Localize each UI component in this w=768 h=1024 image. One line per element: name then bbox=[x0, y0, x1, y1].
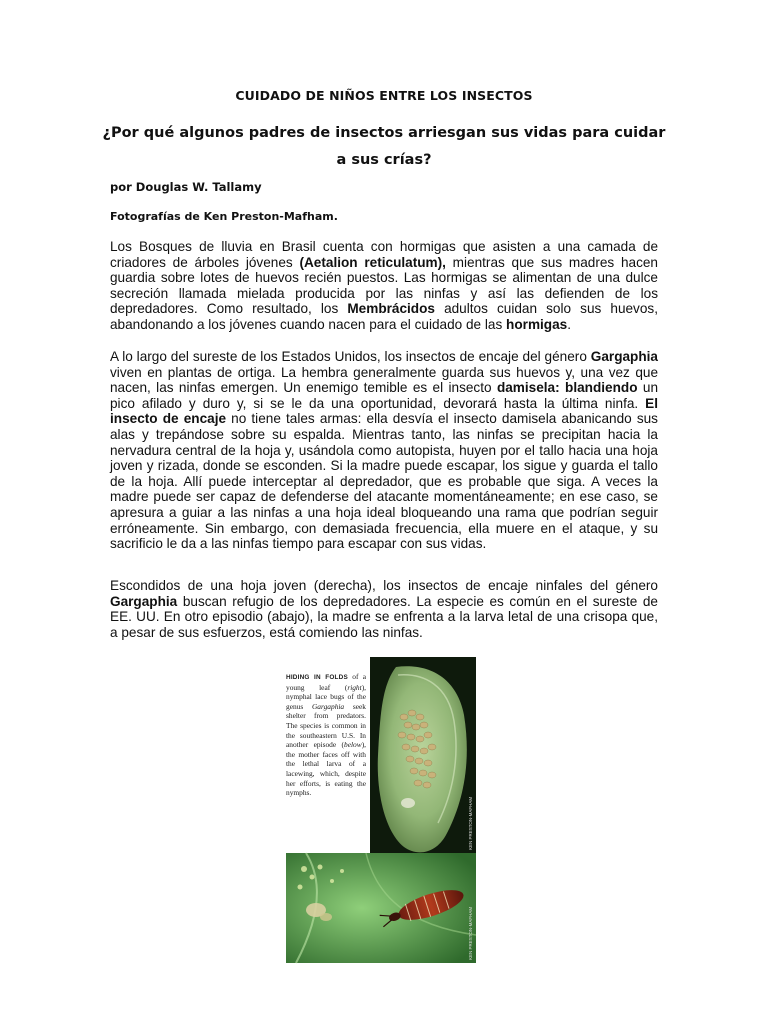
photo-credit-bottom: KEN PRESTON-MAFHAM bbox=[468, 906, 473, 960]
author-byline: por Douglas W. Tallamy bbox=[110, 180, 262, 194]
top-photo-leaf bbox=[370, 657, 476, 857]
document-title: CUIDADO DE NIÑOS ENTRE LOS INSECTOS bbox=[235, 88, 533, 103]
document-subtitle: ¿Por qué algunos padres de insectos arriesgan sus vidas para cuidar a sus crías? bbox=[102, 125, 666, 168]
text-span: Los Bosques bbox=[110, 239, 200, 254]
bold-term: Gargaphia bbox=[110, 593, 178, 609]
caption-text: of a young leaf ( bbox=[286, 672, 366, 692]
bottom-photo-larva bbox=[286, 853, 476, 963]
bold-term: damisela: blandiendo bbox=[496, 380, 638, 396]
caption-text: ), the mother faces off with the lethal larva of a lacewing, which, despite her efforts, is eating the nymphs. bbox=[286, 740, 366, 798]
text-span: buscan refugio de los depredadores. La especie es común en el sureste de EE. UU. En otro episodio (abajo), la madre se enfrenta a la larva letal de una crisopa que, a pesar de sus esfuerzos, está comiendo las ninfas. bbox=[110, 593, 658, 640]
photo-credit-top: KEN PRESTON-MAFHAM bbox=[468, 796, 473, 850]
bold-term: El insecto de encaje bbox=[110, 395, 658, 427]
text-span: no tiene tales armas: ella desvía el insecto damisela abanicando sus alas y trepándose sobre su espalda. Mientras tanto, las ninfas se precipitan hacia la nervadura central de la hoja y, usándola como autopista, huyen por el tallo hacia una hoja joven y rizada, donde se esconden. Si la madre puede escapar, los sigue y guarda el tallo de la hoja. Allí puede interceptar al depredador, que es probable que siga. A veces la madre puede ser capaz de defenderse del atacante momentáneamente; en ese caso, se apresura a guiar a las ninfas a una hoja ideal bloqueando una rama que podrían seguir erróneamente. Sin embargo, con demasiada frecuencia, ella muere en el ataque, y su sacrificio le da a las ninfas tiempo para escapar con sus vidas. bbox=[110, 411, 658, 552]
text-span: en Brasil cuenta con hormigas que asisten a una camada de criadores de árboles jóvenes bbox=[110, 239, 659, 270]
text-span: viven en plantas de ortiga. La hembra generalmente guarda sus huevos y, una vez que nacen, las ninfas emergen. Un enemigo temible es el insecto bbox=[110, 364, 658, 396]
text-span: adultos cuidan solo sus huevos, abandonando a los jóvenes cuando nacen para el cuidado de las bbox=[110, 301, 658, 332]
caption-heading: HIDING IN FOLDS bbox=[286, 674, 348, 681]
paragraph-2 bbox=[110, 349, 658, 552]
photography-credit: Fotografías de Ken Preston-Mafham. bbox=[110, 210, 338, 223]
caption-italic: below bbox=[344, 740, 362, 750]
bold-term: Membrácidos bbox=[347, 301, 435, 317]
caption-text: ), nymphal lace bugs of the genus bbox=[286, 682, 366, 711]
text-span: . bbox=[567, 316, 572, 332]
caption-italic: right bbox=[347, 682, 362, 692]
paragraph-3 bbox=[110, 578, 658, 640]
text-span: A lo largo del sureste de los Estados Unidos, los insectos de encaje del género bbox=[110, 349, 591, 364]
text-span: un pico afilado y duro y, si se le da una oportunidad, devorará hasta la última ninfa. bbox=[110, 380, 659, 411]
paragraph-1 bbox=[110, 239, 658, 333]
bold-term: hormigas bbox=[506, 316, 568, 332]
figure-caption bbox=[286, 672, 366, 798]
bold-term: Gargaphia bbox=[590, 349, 658, 364]
bold-term: (Aetalion reticulatum), bbox=[299, 254, 446, 270]
caption-text: seek shelter from predators. The species is common in the southeastern U.S. In another episode ( bbox=[286, 701, 366, 750]
caption-italic: Gargaphia bbox=[311, 701, 345, 711]
text-span: Escondidos de una hoja joven (derecha), los insectos de encaje ninfales del género bbox=[110, 578, 658, 593]
text-span: mientras que sus madres hacen guardia sobre lotes de huevos recién puestos. Las hormigas se alimentan de una dulce secreción llamada mielada producida por las ninfas y así las defienden de los depredadores. Como resultado, los bbox=[110, 254, 658, 317]
text-span: de lluvia bbox=[199, 239, 253, 254]
